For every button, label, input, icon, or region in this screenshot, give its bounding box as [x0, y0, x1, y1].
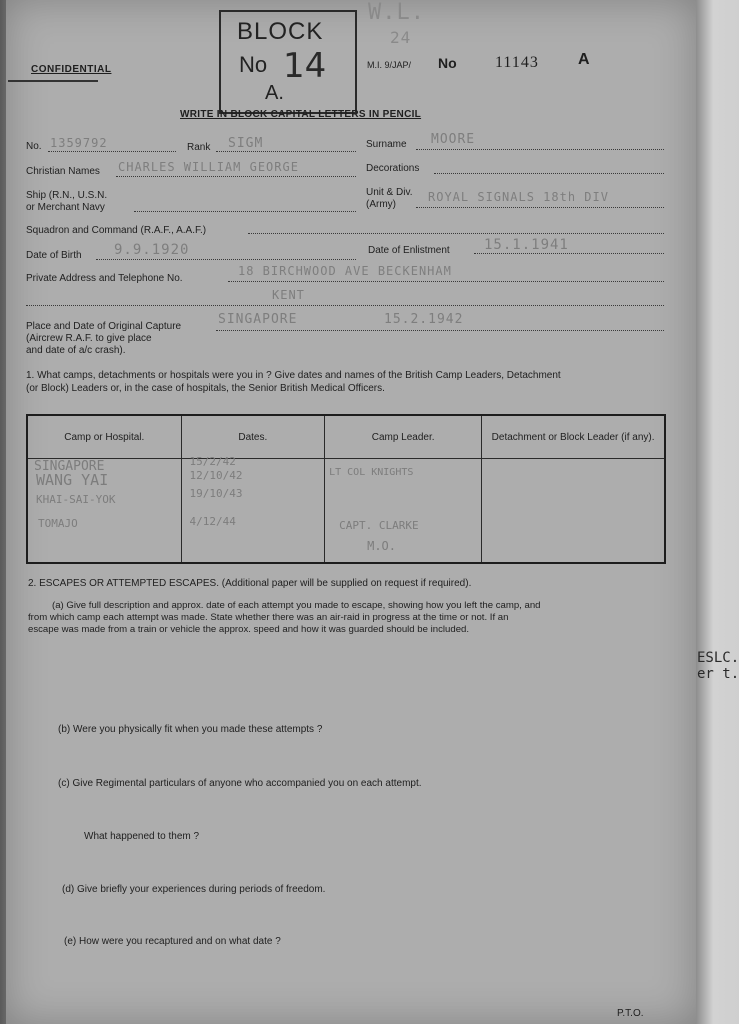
ship-label-1: Ship (R.N., U.S.N.: [26, 190, 108, 201]
camp-column-header: Camp or Hospital.: [27, 415, 181, 459]
capture-date: 15.2.1942: [384, 312, 464, 327]
adjacent-text-line-2: er t.: [697, 666, 739, 682]
q2-c-sub: What happened to them ?: [84, 831, 200, 842]
camp-leader-cell: [325, 459, 482, 564]
enlistment-line: [474, 253, 664, 254]
pencil-initials: W.L.: [368, 0, 425, 25]
q1-line-2: (or Block) Leaders or, in the case of hospitals, the Senior British Medical Officers.: [26, 383, 385, 394]
camps-table: [26, 414, 666, 564]
service-no-value: 1359792: [50, 136, 108, 150]
unit-label-1: Unit & Div.: [366, 187, 413, 198]
christian-names-label: Christian Names: [26, 166, 100, 177]
q2-b: (b) Were you physically fit when you made these attempts ?: [58, 724, 323, 735]
rank-label: Rank: [187, 142, 211, 153]
rank-value: SIGM: [228, 136, 264, 151]
christian-names-value: CHARLES WILLIAM GEORGE: [118, 160, 299, 174]
ship-label-2: or Merchant Navy: [26, 202, 105, 213]
form-number: 11143: [495, 54, 539, 71]
q2-d: (d) Give briefly your experiences during periods of freedom.: [62, 884, 326, 895]
pto-label: P.T.O.: [617, 1008, 644, 1019]
surname-label: Surname: [366, 139, 407, 150]
address-value-1: 18 BIRCHWOOD AVE BECKENHAM: [238, 264, 452, 278]
address-value-2: KENT: [272, 288, 305, 302]
camp-entry: WANG YAI: [36, 471, 109, 489]
decorations-label: Decorations: [366, 163, 420, 174]
camp-entry: TOMAJO: [38, 517, 78, 530]
camp-entry: KHAI-SAI-YOK: [36, 493, 116, 506]
rank-line: [216, 151, 356, 152]
address-line-2: [26, 305, 664, 306]
mi-reference: M.I. 9/JAP/: [367, 60, 412, 70]
service-no-line: [48, 151, 176, 152]
enlistment-value: 15.1.1941: [484, 237, 569, 253]
leader-entry: CAPT. CLARKE: [339, 519, 419, 532]
no-label: No: [438, 55, 457, 71]
block-stamp: [219, 10, 357, 114]
address-label: Private Address and Telephone No.: [26, 273, 183, 284]
camps-table-header: [27, 415, 665, 459]
decorations-line: [434, 173, 664, 174]
date-entry: 4/12/44: [189, 515, 236, 528]
q2-a-line-3: escape was made from a train or vehicle the approx. speed and how it was guarded should be included.: [28, 624, 470, 635]
unit-line: [416, 207, 664, 208]
q2-c: (c) Give Regimental particulars of anyone who accompanied you on each attempt.: [58, 778, 422, 789]
date-entry: 12/10/42: [189, 469, 243, 482]
pencil-number: 24: [390, 28, 412, 47]
capture-place: SINGAPORE: [218, 312, 298, 327]
dob-label: Date of Birth: [26, 250, 82, 261]
leader-entry: LT COL KNIGHTS: [329, 467, 414, 478]
form-suffix: A: [578, 51, 590, 68]
instruction-line: WRITE IN BLOCK CAPITAL LETTERS IN PENCIL: [180, 109, 422, 120]
q2-e: (e) How were you recaptured and on what date ?: [64, 936, 281, 947]
camps-cell: [27, 459, 181, 564]
unit-value: ROYAL SIGNALS 18th DIV: [428, 190, 609, 204]
unit-label-2: (Army): [366, 199, 396, 210]
leader-note: M.O.: [367, 539, 396, 553]
date-entry: 15/2/42: [189, 455, 236, 468]
squadron-label: Squadron and Command (R.A.F., A.A.F.): [26, 225, 207, 236]
dates-column-header: Dates.: [181, 415, 325, 459]
stamp-number: 14: [283, 46, 327, 86]
christian-names-line: [116, 176, 356, 177]
capture-label-2: (Aircrew R.A.F. to give place: [26, 333, 152, 344]
detachment-leader-column-header: Detachment or Block Leader (if any).: [482, 415, 665, 459]
stamp-letter: A.: [265, 82, 284, 104]
camps-table-body: [27, 459, 665, 564]
detachment-leader-cell: [482, 459, 665, 564]
confidential-label: CONFIDENTIAL: [31, 64, 112, 75]
stamp-no-text: No: [239, 52, 268, 77]
adjacent-sheet: [696, 0, 739, 1024]
capture-label-1: Place and Date of Original Capture: [26, 321, 182, 332]
surname-value: MOORE: [431, 132, 476, 147]
adjacent-sheet-text: [697, 650, 739, 682]
surname-line: [416, 149, 664, 150]
q2-a-line-1: (a) Give full description and approx. date of each attempt you made to escape, showing how you left the camp, and: [52, 600, 541, 611]
service-no-label: No.: [26, 141, 42, 152]
q2-a-line-2: from which camp each attempt was made. State whether there was an air-raid in progress at the time or not. If an: [28, 612, 509, 623]
enlistment-label: Date of Enlistment: [368, 245, 450, 256]
camp-leader-column-header: Camp Leader.: [325, 415, 482, 459]
adjacent-text-line-1: ESLC.: [697, 650, 739, 666]
capture-label-3: and date of a/c crash).: [26, 345, 126, 356]
q2-title: 2. ESCAPES OR ATTEMPTED ESCAPES. (Additional paper will be supplied on request if required).: [28, 578, 472, 589]
dob-line: [96, 259, 356, 260]
ship-line: [134, 211, 356, 212]
dates-cell: [181, 455, 325, 564]
address-line-1: [228, 281, 664, 282]
capture-line: [216, 330, 664, 331]
dob-value: 9.9.1920: [114, 242, 190, 258]
date-entry: 19/10/43: [189, 487, 243, 500]
stamp-block-text: BLOCK: [237, 18, 324, 45]
string-tie: [8, 80, 98, 82]
q1-line-1: 1. What camps, detachments or hospitals were you in ? Give dates and names of the British Camp Leaders, Detachment: [26, 370, 561, 381]
camp-entry: SINGAPORE: [34, 459, 105, 474]
squadron-line: [248, 233, 664, 234]
